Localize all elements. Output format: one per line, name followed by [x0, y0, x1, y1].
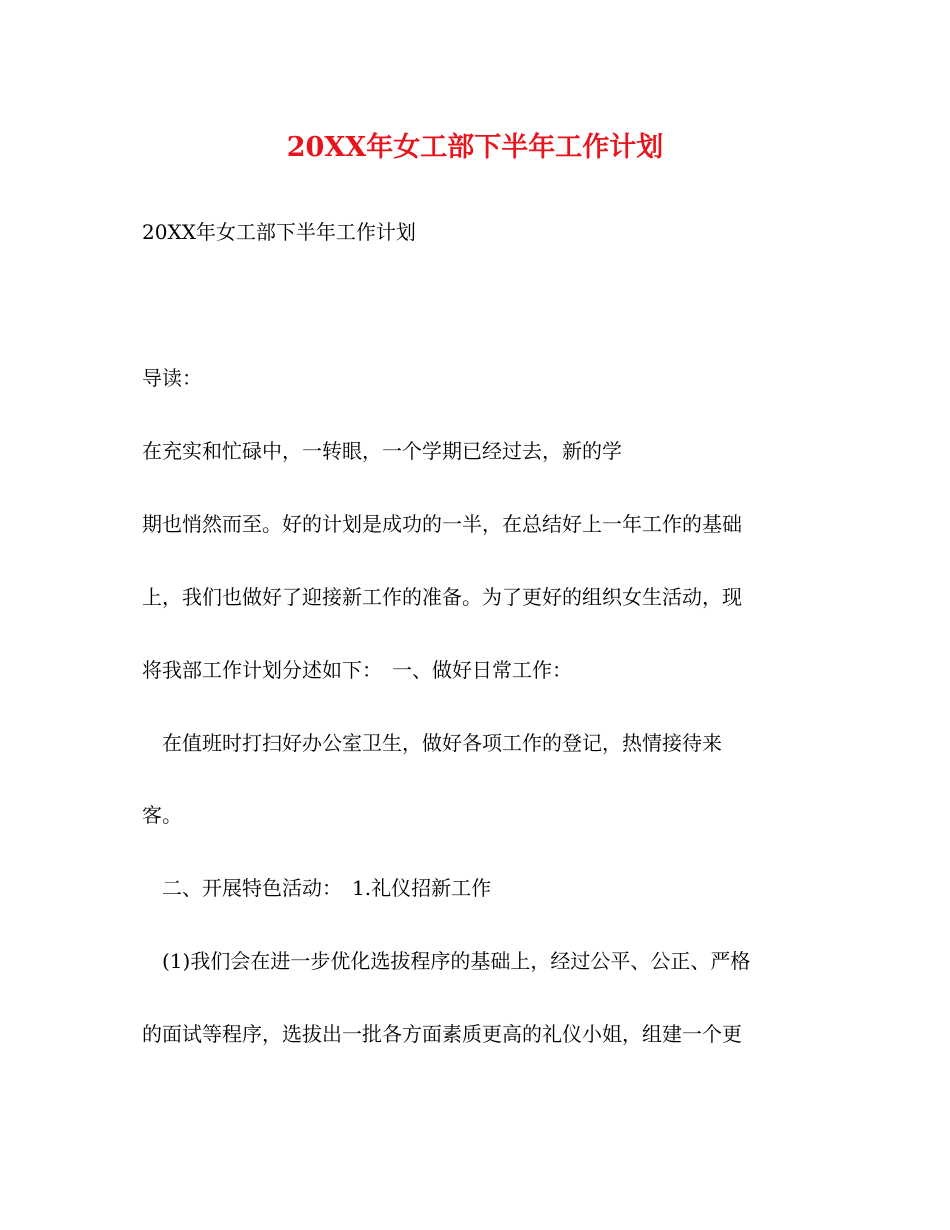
body-line: (1)我们会在进一步优化选拔程序的基础上，经过公平、公正、严格: [142, 949, 751, 973]
body-line: 二、开展特色活动： 1.礼仪招新工作: [142, 876, 492, 900]
body-line: 客。: [142, 803, 182, 827]
subtitle-line: 20XX年女工部下半年工作计划: [142, 220, 416, 244]
body-line: 在值班时打扫好办公室卫生，做好各项工作的登记，热情接待来: [142, 731, 722, 755]
body-line: 的面试等程序，选拔出一批各方面素质更高的礼仪小姐，组建一个更: [142, 1022, 742, 1046]
body-line: 上，我们也做好了迎接新工作的准备。为了更好的组织女生活动，现: [142, 585, 742, 609]
body-line: 将我部工作计划分述如下： 一、做好日常工作：: [142, 658, 572, 682]
body-line: 导读：: [142, 366, 202, 390]
document-title: 20XX年女工部下半年工作计划: [286, 132, 664, 163]
body-line: 期也悄然而至。好的计划是成功的一半，在总结好上一年工作的基础: [142, 512, 742, 536]
body-line: 在充实和忙碌中，一转眼，一个学期已经过去，新的学: [142, 439, 622, 463]
